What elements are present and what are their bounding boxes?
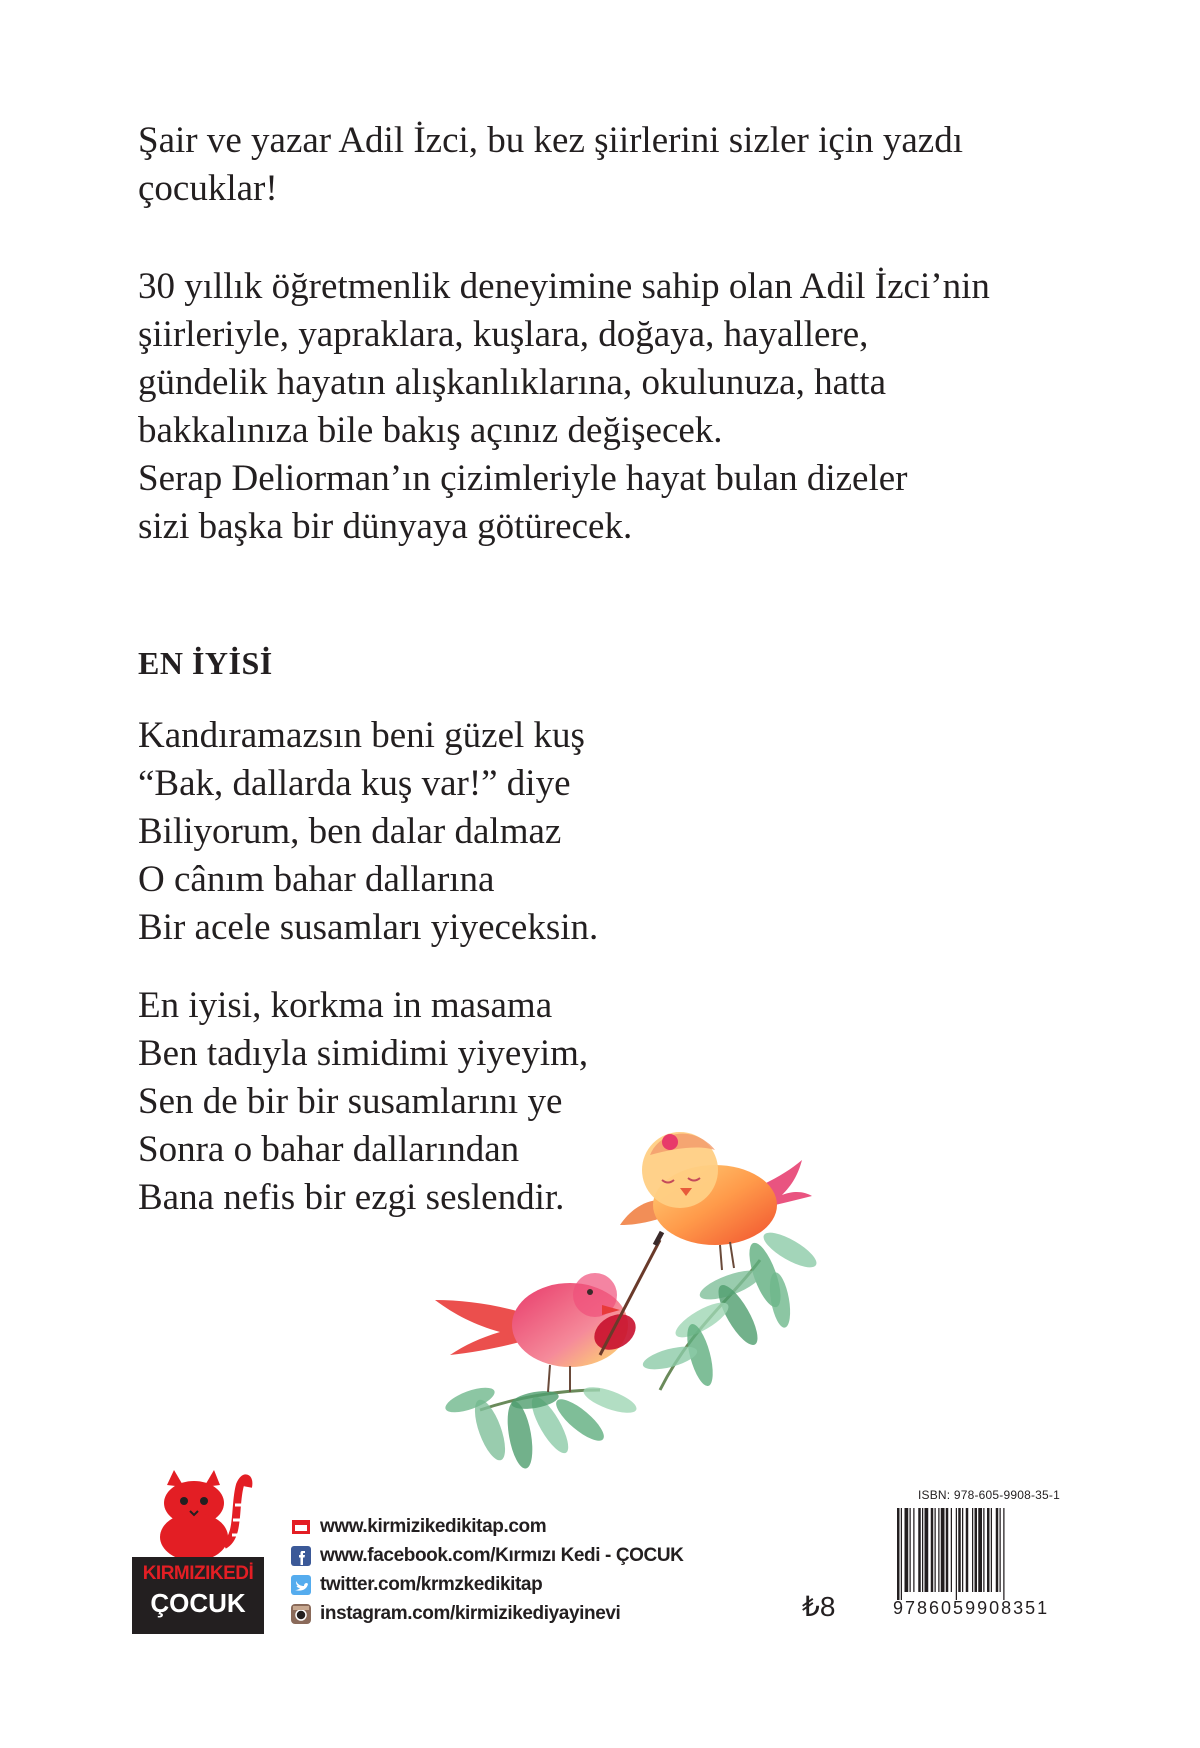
birds-illustration	[430, 1100, 890, 1500]
barcode-bar	[918, 1508, 921, 1592]
intro-paragraph	[138, 117, 1098, 213]
instagram-link-text: instagram.com/kirmizikediyayinevi	[320, 1602, 621, 1624]
poem-line: Ben tadıyla simidimi yiyeyim,	[138, 1033, 589, 1074]
poem-line: Bir acele susamları yiyeceksin.	[138, 907, 599, 948]
barcode-bar	[962, 1508, 963, 1592]
price-label: ₺8	[802, 1591, 836, 1622]
barcode-bar	[951, 1508, 952, 1592]
poem-line: “Bak, dallarda kuş var!” diye	[138, 763, 571, 804]
barcode-bar	[991, 1508, 992, 1592]
barcode-bar	[975, 1508, 978, 1592]
instagram-link[interactable]	[290, 1599, 684, 1628]
barcode-bar	[987, 1508, 990, 1592]
instagram-icon	[290, 1603, 312, 1625]
isbn-label: ISBN: 978-605-9908-35-1	[917, 1488, 1060, 1502]
barcode-bar	[946, 1508, 949, 1592]
barcode-bar	[978, 1508, 982, 1592]
logo-sub-text: ÇOCUK	[150, 1588, 246, 1618]
barcode-bar	[938, 1508, 939, 1592]
barcode-bar	[931, 1508, 934, 1592]
barcode-bar	[956, 1508, 957, 1600]
lower-branch	[442, 1382, 639, 1470]
description-line: Serap Deliorman’ın çizimleriyle hayat bulan dizeler	[138, 458, 908, 499]
poem-line: O cânım bahar dallarına	[138, 859, 495, 900]
intro-line: Şair ve yazar Adil İzci, bu kez şiirlerini sizler için yazdı	[138, 120, 963, 161]
website-link[interactable]	[290, 1512, 684, 1541]
facebook-link-text: www.facebook.com/Kırmızı Kedi - ÇOCUK	[320, 1544, 684, 1566]
description-line: gündelik hayatın alışkanlıklarına, okulunuza, hatta	[138, 362, 887, 403]
poem-stanza-1	[138, 712, 1098, 952]
barcode-bar	[925, 1508, 929, 1592]
publisher-links	[290, 1512, 684, 1628]
home-icon	[290, 1516, 312, 1538]
barcode-digits: 9786059908351	[893, 1598, 1050, 1618]
description-line: şiirleriyle, yapraklara, kuşlara, doğaya, hayallere,	[138, 314, 869, 355]
poem-line: Bana nefis bir ezgi seslendir.	[138, 1177, 565, 1218]
poem-title: EN İYİSİ	[138, 645, 273, 681]
barcode-bar	[901, 1508, 902, 1600]
red-cat-icon	[132, 1465, 264, 1561]
barcode-bar	[983, 1508, 984, 1592]
barcode-image	[893, 1508, 1060, 1600]
intro-line: çocuklar!	[138, 168, 278, 209]
facebook-link[interactable]	[290, 1541, 684, 1570]
poem-line: En iyisi, korkma in masama	[138, 985, 553, 1026]
barcode-bar	[958, 1508, 961, 1592]
barcode-bar	[922, 1508, 923, 1592]
barcode-bar	[1000, 1508, 1001, 1592]
poem-line: Biliyorum, ben dalar dalmaz	[138, 811, 562, 852]
barcode-bar	[935, 1508, 936, 1592]
barcode-bar	[905, 1508, 909, 1592]
barcode-bar	[910, 1508, 911, 1592]
barcode-bar	[1003, 1508, 1004, 1600]
facebook-icon	[290, 1545, 312, 1567]
barcode-bar	[966, 1508, 969, 1592]
twitter-link-text: twitter.com/krmzkedikitap	[320, 1573, 543, 1595]
description-line: sizi başka bir dünyaya götürecek.	[138, 506, 633, 547]
website-link-text: www.kirmizikedikitap.com	[320, 1515, 547, 1537]
barcode-bar	[913, 1508, 914, 1592]
barcode-bar	[996, 1508, 999, 1592]
twitter-link[interactable]	[290, 1570, 684, 1599]
lower-bird	[435, 1232, 662, 1392]
logo-brand-text: KIRMIZIKEDİ	[142, 1563, 254, 1584]
description-line: bakkalınıza bile bakış açınız değişecek.	[138, 410, 723, 451]
logo-box	[132, 1557, 264, 1634]
poem-line: Kandıramazsın beni güzel kuş	[138, 715, 585, 756]
barcode-bar	[972, 1508, 973, 1592]
barcode-area	[893, 1488, 1060, 1619]
barcode-bar	[941, 1508, 945, 1592]
barcode-bar	[897, 1508, 900, 1600]
poem-line: Sen de bir bir susamlarını ye	[138, 1081, 563, 1122]
twitter-icon	[290, 1574, 312, 1596]
description-line: 30 yıllık öğretmenlik deneyimine sahip olan Adil İzci’nin	[138, 266, 990, 307]
poem-line: Sonra o bahar dallarından	[138, 1129, 520, 1170]
description-paragraph	[138, 263, 1098, 551]
